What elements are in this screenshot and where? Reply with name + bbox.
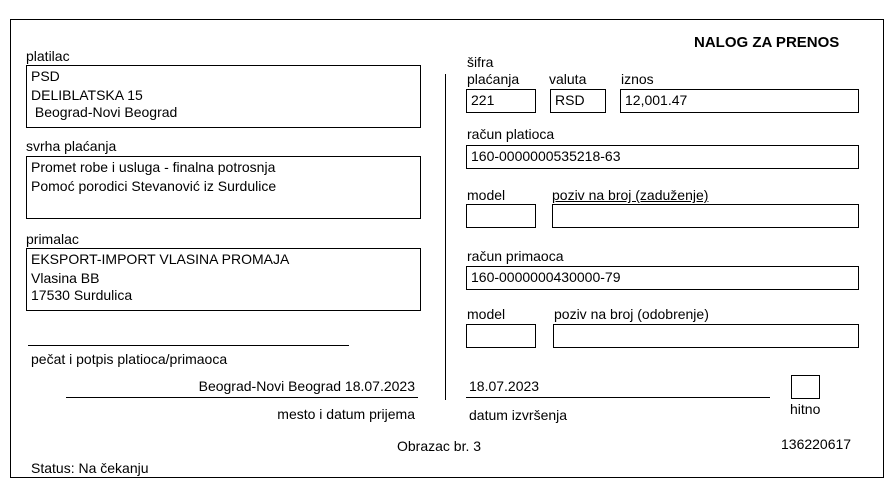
payment-order-form xyxy=(10,19,884,478)
payment-code-label: šifra xyxy=(467,54,494,70)
purpose-line: Promet robe i usluga - finalna potrosnja xyxy=(31,159,276,175)
payer-box xyxy=(26,65,421,128)
form-number: Obrazac br. 3 xyxy=(397,438,482,454)
currency-field[interactable]: RSD xyxy=(550,89,606,113)
payer-line: Beograd-Novi Beograd xyxy=(31,104,178,120)
credit-reference-field[interactable] xyxy=(553,324,859,348)
receipt-place-date: Beograd-Novi Beograd 18.07.2023 xyxy=(198,378,415,394)
credit-reference-label: poziv na broj (odobrenje) xyxy=(554,306,709,322)
payment-code-label-2: plaćanja xyxy=(467,71,520,87)
recipient-line: Vlasina BB xyxy=(31,270,100,286)
recipient-label: primalac xyxy=(26,231,79,247)
recipient-line: EKSPORT-IMPORT VLASINA PROMAJA xyxy=(31,251,290,267)
debit-reference-field[interactable] xyxy=(552,204,859,228)
payer-label: platilac xyxy=(26,48,70,64)
column-divider xyxy=(445,74,446,400)
form-title: NALOG ZA PRENOS xyxy=(694,34,840,51)
stamp-label: pečat i potpis platioca/primaoca xyxy=(31,351,228,367)
document-id: 136220617 xyxy=(781,436,852,452)
recipient-account-label: račun primaoca xyxy=(467,248,564,264)
credit-model-field[interactable] xyxy=(466,324,536,348)
purpose-line: Pomoć porodici Stevanović iz Surdulice xyxy=(31,178,277,194)
recipient-account-field[interactable]: 160-0000000430000-79 xyxy=(466,266,859,290)
payment-code-field[interactable]: 221 xyxy=(466,89,536,113)
recipient-line: 17530 Surdulica xyxy=(31,287,133,303)
execution-line xyxy=(466,397,770,398)
receipt-label: mesto i datum prijema xyxy=(277,406,415,422)
urgent-label: hitno xyxy=(790,401,821,417)
purpose-box xyxy=(26,156,421,219)
status-text: Status: Na čekanju xyxy=(31,460,149,476)
signature-line xyxy=(28,345,349,346)
debit-model-label: model xyxy=(467,187,506,203)
payer-account-label: račun platioca xyxy=(467,126,555,142)
debit-reference-label: poziv na broj (zaduženje) xyxy=(552,187,709,203)
urgent-checkbox[interactable] xyxy=(791,375,820,399)
receipt-line xyxy=(66,397,418,398)
recipient-box xyxy=(26,248,421,311)
amount-label: iznos xyxy=(621,71,654,87)
currency-label: valuta xyxy=(549,71,587,87)
amount-field[interactable]: 12,001.47 xyxy=(620,89,859,113)
execution-label: datum izvršenja xyxy=(469,407,568,423)
debit-model-field[interactable] xyxy=(466,204,536,228)
execution-date: 18.07.2023 xyxy=(469,378,540,394)
credit-model-label: model xyxy=(467,306,506,322)
payer-line: DELIBLATSKA 15 xyxy=(31,87,143,103)
payer-line: PSD xyxy=(31,68,60,84)
purpose-label: svrha plaćanja xyxy=(26,138,117,154)
payer-account-field[interactable]: 160-0000000535218-63 xyxy=(466,145,859,169)
